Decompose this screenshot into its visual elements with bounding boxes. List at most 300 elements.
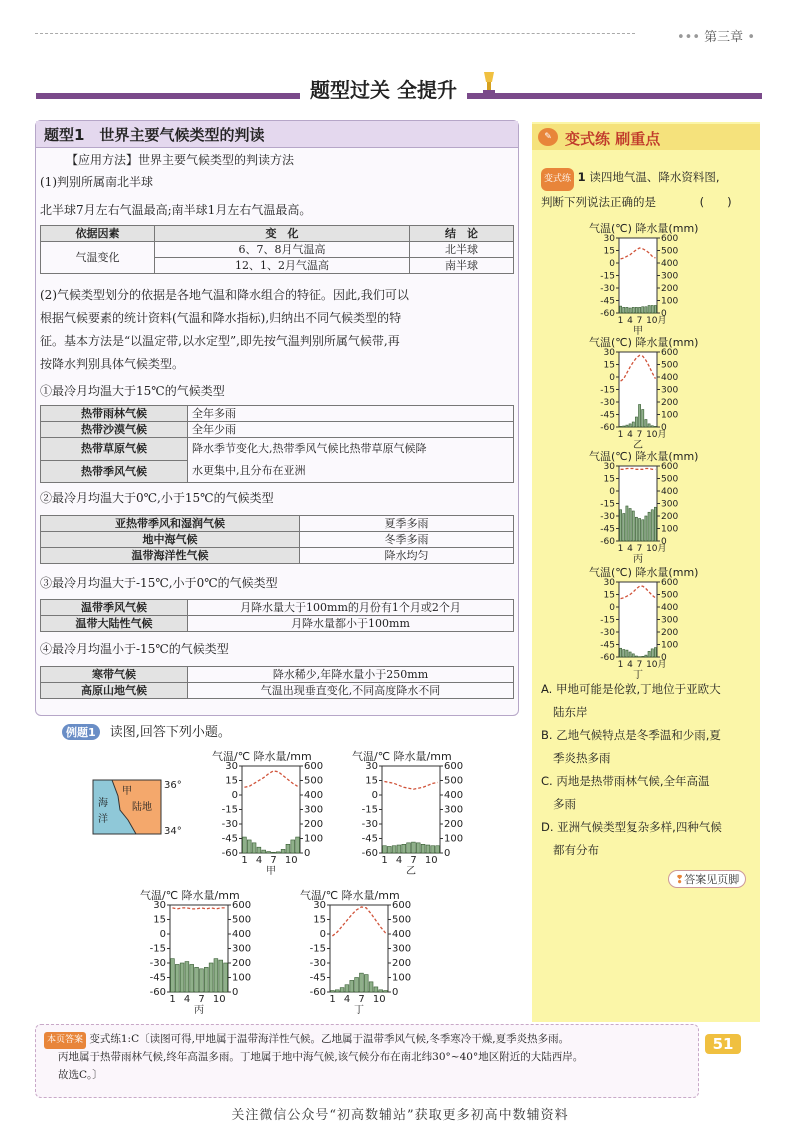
precip-tick-label: 100 bbox=[392, 972, 412, 984]
precip-tick-label: 200 bbox=[304, 819, 324, 830]
month-tick-label: 10月 bbox=[646, 544, 667, 554]
precip-bar bbox=[645, 655, 647, 657]
temp-tick-label: 0 bbox=[159, 929, 166, 940]
chart-frame bbox=[619, 352, 657, 427]
precip-bar bbox=[645, 420, 647, 428]
precip-tick-label: 300 bbox=[444, 804, 464, 816]
precip-tick-label: 500 bbox=[392, 914, 412, 926]
precip-bar bbox=[648, 512, 650, 541]
question-tag-text: 变式练 bbox=[544, 174, 572, 184]
location-jia-label: 甲 bbox=[122, 786, 132, 797]
chapter-label: ••• 第三章 • bbox=[677, 30, 755, 45]
precip-tick-label: 600 bbox=[661, 578, 679, 588]
precip-tick-label: 400 bbox=[232, 929, 252, 940]
precip-bar bbox=[632, 511, 634, 541]
month-tick-label: 4 bbox=[627, 316, 633, 326]
option-c-line-1: C. 丙地是热带雨林气候,全年高温 bbox=[541, 774, 710, 788]
temp-tick-label: -15 bbox=[361, 804, 378, 816]
temp-tick-label: -45 bbox=[600, 410, 615, 421]
precip-tick-label: 0 bbox=[661, 309, 667, 319]
precip-bar bbox=[262, 850, 266, 853]
month-tick-label: 7 bbox=[636, 430, 643, 440]
precip-bar bbox=[369, 982, 373, 992]
page-number: 51 bbox=[705, 1034, 741, 1054]
month-tick-label: 1 bbox=[241, 855, 248, 866]
temp-tick-label: 15 bbox=[603, 246, 615, 257]
answer-link-text: 答案见页脚 bbox=[684, 873, 740, 886]
month-tick-label: 10 bbox=[372, 994, 386, 1005]
chart-location-label: 丙 bbox=[633, 554, 643, 565]
chart-frame bbox=[330, 905, 388, 992]
precip-bar bbox=[629, 308, 631, 313]
precip-bar bbox=[416, 843, 420, 853]
month-tick-label: 1 bbox=[381, 855, 388, 866]
precip-bar bbox=[654, 507, 656, 541]
precip-tick-label: 100 bbox=[661, 296, 679, 307]
temp-tick-label: -45 bbox=[600, 640, 615, 651]
precip-bar bbox=[642, 307, 644, 313]
question-number: 1 bbox=[577, 170, 586, 184]
precip-bar bbox=[175, 964, 179, 992]
climate-name: 地中海气候 bbox=[41, 532, 300, 548]
p2-line-2: 根据气候要素的统计资料(气温和降水指标),归纳出不同气候类型的特 bbox=[40, 311, 402, 325]
precip-bar bbox=[331, 991, 335, 992]
temp-tick-label: -30 bbox=[221, 819, 238, 830]
question-line-2: 判断下列说法正确的是 bbox=[541, 195, 656, 209]
precip-bar bbox=[635, 307, 637, 313]
temp-tick-label: 30 bbox=[153, 900, 166, 911]
cell-r2-change: 12、1、2月气温高 bbox=[155, 258, 410, 274]
precip-tick-label: 500 bbox=[661, 246, 679, 257]
month-tick-label: 1 bbox=[617, 430, 624, 440]
temp-tick-label: 15 bbox=[603, 360, 615, 371]
cell-r1-result: 北半球 bbox=[410, 242, 514, 258]
precip-tick-label: 200 bbox=[661, 284, 679, 294]
month-tick-label: 7 bbox=[198, 994, 205, 1005]
precip-tick-label: 300 bbox=[392, 943, 412, 955]
precip-bar bbox=[247, 840, 251, 853]
sea-label-2: 洋 bbox=[98, 814, 108, 825]
month-tick-label: 4 bbox=[255, 855, 263, 866]
precip-bar bbox=[281, 849, 285, 853]
temp-tick-label: 15 bbox=[603, 474, 615, 485]
precip-tick-label: 500 bbox=[232, 914, 252, 926]
page-title: 题型过关 全提升 bbox=[300, 74, 467, 103]
month-tick-label: 10月 bbox=[646, 316, 667, 326]
climate-desc-line: 水更集中,且分布在亚洲 bbox=[192, 464, 306, 477]
month-tick-label: 10 bbox=[284, 855, 298, 866]
cell-r2-result: 南半球 bbox=[410, 258, 514, 274]
month-tick-label: 7 bbox=[410, 855, 417, 866]
question-stem bbox=[541, 166, 756, 214]
temp-tick-label: 30 bbox=[365, 761, 378, 772]
temp-tick-label: -30 bbox=[600, 512, 615, 522]
precip-bar bbox=[200, 969, 204, 992]
precip-bar bbox=[632, 307, 634, 313]
precip-bar bbox=[620, 306, 622, 313]
precip-tick-label: 600 bbox=[661, 462, 679, 472]
month-tick-label: 4 bbox=[395, 855, 403, 866]
method-text: 世界主要气候类型的判读方法 bbox=[138, 153, 295, 167]
temp-tick-label: 30 bbox=[603, 348, 615, 358]
chart-title: 气温/℃ 降水量/mm bbox=[140, 889, 240, 902]
category-3: ③最冷月均温大于-15℃,小于0℃的气候类型 bbox=[40, 576, 278, 590]
precip-bar bbox=[626, 650, 628, 657]
month-tick-label: 1 bbox=[617, 316, 624, 326]
temp-tick-label: -60 bbox=[600, 653, 615, 663]
month-tick-label: 7 bbox=[636, 660, 643, 670]
month-tick-label: 7 bbox=[636, 316, 643, 326]
temp-tick-label: 30 bbox=[603, 462, 615, 472]
month-tick-label: 4 bbox=[627, 660, 633, 670]
temp-tick-label: -15 bbox=[309, 943, 326, 955]
climate-desc: 月降水量大于100mm的月份有1个月或2个月 bbox=[188, 600, 514, 616]
temp-tick-label: 30 bbox=[225, 761, 238, 772]
precip-bar bbox=[392, 846, 396, 853]
option-d-line-2: 都有分布 bbox=[553, 843, 599, 857]
method-tag: 【应用方法】 bbox=[66, 153, 139, 167]
precip-bar bbox=[387, 846, 391, 853]
precip-bar bbox=[623, 650, 625, 658]
temp-tick-label: -15 bbox=[221, 804, 238, 816]
precip-tick-label: 300 bbox=[661, 615, 679, 626]
option-a-line-1: A. 甲地可能是伦敦,丁地位于亚欧大 bbox=[541, 682, 721, 696]
precip-bar bbox=[190, 964, 194, 992]
precip-bar bbox=[642, 520, 644, 541]
month-tick-label: 4 bbox=[343, 994, 351, 1005]
chart-frame bbox=[382, 766, 440, 853]
precip-tick-label: 0 bbox=[661, 537, 667, 547]
climate-desc: 冬季多雨 bbox=[300, 532, 514, 548]
temp-tick-label: -30 bbox=[600, 398, 615, 408]
practice-chart-jia bbox=[585, 218, 710, 337]
th-factor: 依据因素 bbox=[41, 226, 155, 242]
precip-tick-label: 100 bbox=[661, 410, 679, 421]
temp-tick-label: 0 bbox=[609, 373, 615, 383]
section-header bbox=[36, 121, 518, 148]
precip-tick-label: 400 bbox=[444, 790, 464, 801]
precip-bar bbox=[355, 978, 359, 993]
temp-tick-label: 0 bbox=[231, 790, 238, 801]
chart-title: 气温/℃ 降水量/mm bbox=[212, 750, 312, 763]
cell-factor: 气温变化 bbox=[41, 242, 155, 274]
precip-bar bbox=[626, 506, 628, 541]
precip-bar bbox=[185, 962, 189, 992]
precip-tick-label: 100 bbox=[661, 524, 679, 535]
example-text: 读图,回答下列小题。 bbox=[109, 725, 231, 740]
answer-link-button[interactable] bbox=[668, 870, 746, 888]
temp-tick-label: -15 bbox=[600, 615, 615, 626]
precip-bar bbox=[623, 426, 625, 427]
precip-tick-label: 600 bbox=[661, 348, 679, 358]
climate-desc: 降水均匀 bbox=[300, 548, 514, 564]
precip-bar bbox=[335, 990, 339, 992]
option-a[interactable] bbox=[541, 678, 756, 724]
option-d[interactable] bbox=[541, 816, 756, 862]
climate-name: 温带大陆性气候 bbox=[41, 616, 188, 632]
climate-name: 亚热带季风和湿润气候 bbox=[41, 516, 300, 532]
temp-tick-label: -60 bbox=[600, 537, 615, 547]
temp-tick-label: -45 bbox=[149, 972, 166, 984]
precip-bar bbox=[224, 963, 228, 992]
climate-desc: 全年多雨 bbox=[188, 406, 514, 422]
precip-tick-label: 400 bbox=[661, 487, 679, 497]
precip-bar bbox=[642, 410, 644, 428]
cell-r1-change: 6、7、8月气温高 bbox=[155, 242, 410, 258]
method-line bbox=[66, 149, 294, 171]
th-result: 结 论 bbox=[410, 226, 514, 242]
precip-bar bbox=[645, 516, 647, 541]
answer-line-1 bbox=[44, 1031, 569, 1049]
precip-bar bbox=[635, 656, 637, 657]
climate-desc bbox=[188, 438, 514, 483]
precip-bar bbox=[623, 307, 625, 313]
chart-location-label: 丁 bbox=[354, 1005, 364, 1016]
precip-bar bbox=[620, 648, 622, 657]
temp-tick-label: -45 bbox=[600, 296, 615, 307]
precip-tick-label: 500 bbox=[661, 360, 679, 371]
precip-tick-label: 100 bbox=[444, 833, 464, 845]
climate-desc: 降水稀少,年降水量小于250mm bbox=[188, 667, 514, 683]
temperate-table bbox=[40, 599, 514, 632]
precip-bar bbox=[639, 405, 641, 428]
answer-line-3: 故选C。〕 bbox=[58, 1069, 103, 1081]
example-chart-ding bbox=[288, 884, 423, 1014]
month-tick-label: 4 bbox=[183, 994, 191, 1005]
lat-34-label: 34° bbox=[164, 826, 182, 837]
trophy-icon bbox=[478, 70, 500, 98]
precip-bar bbox=[340, 988, 344, 992]
temp-tick-label: -60 bbox=[221, 848, 238, 859]
precip-bar bbox=[651, 649, 653, 657]
precip-bar bbox=[291, 840, 295, 853]
precip-bar bbox=[421, 844, 425, 853]
month-tick-label: 7 bbox=[358, 994, 365, 1005]
practice-chart-yi bbox=[585, 332, 710, 451]
temp-tick-label: 15 bbox=[225, 775, 238, 787]
chart-title: 气温(℃) 降水量(mm) bbox=[589, 222, 699, 235]
precip-tick-label: 300 bbox=[232, 943, 252, 955]
precip-bar bbox=[651, 426, 653, 427]
precip-bar bbox=[632, 422, 634, 427]
precip-tick-label: 0 bbox=[392, 987, 399, 998]
temp-tick-label: 15 bbox=[153, 914, 166, 926]
month-tick-label: 10月 bbox=[646, 430, 667, 440]
precip-bar bbox=[374, 987, 378, 992]
precip-bar bbox=[620, 510, 622, 541]
chart-location-label: 丙 bbox=[194, 1005, 204, 1016]
temp-tick-label: -30 bbox=[149, 958, 166, 969]
example-chart-yi bbox=[340, 745, 475, 875]
climate-name: 寒带气候 bbox=[41, 667, 188, 683]
p2-line-3: 征。基本方法是“以温定带,以水定型”,即先按气温判别所属气候带,再 bbox=[40, 334, 400, 348]
precip-tick-label: 300 bbox=[661, 499, 679, 510]
precip-tick-label: 0 bbox=[444, 848, 451, 859]
precip-bar bbox=[629, 509, 631, 542]
precip-tick-label: 200 bbox=[661, 512, 679, 522]
precip-bar bbox=[426, 845, 430, 853]
precip-bar bbox=[243, 837, 247, 853]
climate-name: 高原山地气候 bbox=[41, 683, 188, 699]
precip-bar bbox=[171, 959, 175, 992]
chart-title: 气温(℃) 降水量(mm) bbox=[589, 450, 699, 463]
precip-tick-label: 200 bbox=[232, 958, 252, 969]
precip-bar bbox=[180, 963, 184, 992]
option-c[interactable] bbox=[541, 770, 756, 816]
month-tick-label: 4 bbox=[627, 430, 633, 440]
temp-tick-label: -30 bbox=[361, 819, 378, 830]
option-b[interactable] bbox=[541, 724, 756, 770]
method-box bbox=[35, 120, 519, 716]
subtropical-table bbox=[40, 515, 514, 564]
practice-chart-bing bbox=[585, 446, 710, 565]
answer-line-2: 丙地属于热带雨林气候,终年高温多雨。丁地属于地中海气候,该气候分布在南北纬30°~40°地区附近的大陆西岸。 bbox=[58, 1051, 584, 1063]
pencil-icon: ✎ bbox=[538, 128, 558, 146]
p2-line-4: 按降水判别具体气候类型。 bbox=[40, 357, 185, 371]
month-tick-label: 1 bbox=[617, 660, 624, 670]
example-chart-jia bbox=[200, 745, 335, 875]
precip-tick-label: 400 bbox=[661, 373, 679, 383]
temp-tick-label: -15 bbox=[600, 271, 615, 282]
chart-title: 气温/℃ 降水量/mm bbox=[352, 750, 452, 763]
precip-tick-label: 0 bbox=[661, 423, 667, 433]
temp-tick-label: -60 bbox=[600, 309, 615, 319]
bulb-icon: ❢ bbox=[675, 873, 685, 886]
precip-bar bbox=[276, 852, 280, 853]
chart-location-label: 丁 bbox=[633, 670, 643, 681]
header-divider bbox=[35, 33, 635, 34]
precip-bar bbox=[397, 845, 401, 853]
options-list bbox=[541, 678, 756, 862]
option-b-line-2: 季炎热多雨 bbox=[553, 751, 611, 765]
precip-bar bbox=[639, 307, 641, 313]
chart-location-label: 乙 bbox=[406, 866, 416, 877]
precip-tick-label: 100 bbox=[661, 640, 679, 651]
precip-bar bbox=[651, 510, 653, 541]
answer-blank[interactable]: ( ) bbox=[699, 195, 732, 209]
chart-title: 气温/℃ 降水量/mm bbox=[300, 889, 400, 902]
climate-desc: 全年少雨 bbox=[188, 422, 514, 438]
precip-bar bbox=[635, 517, 637, 541]
month-tick-label: 7 bbox=[636, 544, 643, 554]
climate-name: 热带雨林气候 bbox=[41, 406, 188, 422]
precip-bar bbox=[632, 654, 634, 657]
hemisphere-table bbox=[40, 225, 514, 274]
p2-line-1: (2)气候类型划分的依据是各地气温和降水组合的特征。因此,我们可以 bbox=[40, 288, 409, 302]
sea-label-1: 海 bbox=[98, 798, 108, 809]
example-chart-bing bbox=[128, 884, 263, 1014]
temp-tick-label: -45 bbox=[221, 833, 238, 845]
precip-bar bbox=[257, 847, 261, 853]
precip-bar bbox=[620, 426, 622, 427]
climate-desc: 夏季多雨 bbox=[300, 516, 514, 532]
temp-tick-label: -60 bbox=[600, 423, 615, 433]
precip-tick-label: 300 bbox=[304, 804, 324, 816]
precip-bar bbox=[629, 424, 631, 427]
precip-bar bbox=[654, 426, 656, 427]
precip-bar bbox=[402, 844, 406, 853]
precip-bar bbox=[345, 985, 349, 992]
temp-tick-label: 15 bbox=[313, 914, 326, 926]
land-label: 陆地 bbox=[132, 802, 152, 813]
temp-tick-label: -15 bbox=[600, 499, 615, 510]
th-change: 变 化 bbox=[155, 226, 410, 242]
temp-tick-label: -60 bbox=[361, 848, 378, 859]
precip-tick-label: 100 bbox=[304, 833, 324, 845]
month-tick-label: 1 bbox=[169, 994, 176, 1005]
precip-bar bbox=[360, 973, 364, 992]
precip-tick-label: 600 bbox=[444, 761, 464, 772]
precip-bar bbox=[364, 975, 368, 992]
month-tick-label: 1 bbox=[617, 544, 624, 554]
option-a-line-2: 陆东岸 bbox=[553, 705, 588, 719]
precip-bar bbox=[383, 846, 387, 853]
temp-tick-label: 30 bbox=[603, 578, 615, 588]
p1-text: 北半球7月左右气温最高;南半球1月左右气温最高。 bbox=[40, 203, 312, 217]
precip-bar bbox=[204, 967, 208, 992]
answer-box bbox=[35, 1024, 699, 1098]
precip-bar bbox=[195, 967, 199, 992]
temp-tick-label: 30 bbox=[313, 900, 326, 911]
temp-tick-label: -15 bbox=[149, 943, 166, 955]
precip-bar bbox=[626, 425, 628, 427]
precip-bar bbox=[431, 846, 435, 853]
temp-tick-label: 15 bbox=[365, 775, 378, 787]
precip-bar bbox=[654, 648, 656, 657]
precip-bar bbox=[214, 959, 218, 992]
temp-tick-label: -45 bbox=[600, 524, 615, 535]
precip-bar bbox=[350, 980, 354, 992]
precip-bar bbox=[654, 306, 656, 314]
precip-tick-label: 600 bbox=[304, 761, 324, 772]
temp-tick-label: 0 bbox=[609, 259, 615, 269]
climate-name: 热带沙漠气候 bbox=[41, 422, 188, 438]
chart-location-label: 甲 bbox=[633, 326, 643, 337]
precip-bar bbox=[651, 306, 653, 314]
temp-tick-label: 30 bbox=[603, 234, 615, 244]
month-tick-label: 4 bbox=[627, 544, 633, 554]
month-tick-label: 10月 bbox=[646, 660, 667, 670]
precip-tick-label: 600 bbox=[232, 900, 252, 911]
precip-tick-label: 500 bbox=[661, 474, 679, 485]
precip-bar bbox=[272, 852, 276, 853]
temp-tick-label: -30 bbox=[600, 284, 615, 294]
location-map bbox=[92, 772, 202, 844]
precip-bar bbox=[629, 652, 631, 657]
precip-tick-label: 500 bbox=[304, 775, 324, 787]
temp-tick-label: 15 bbox=[603, 590, 615, 601]
precip-tick-label: 0 bbox=[232, 987, 239, 998]
precip-bar bbox=[623, 514, 625, 542]
lat-36-label: 36° bbox=[164, 780, 182, 791]
precip-tick-label: 600 bbox=[392, 900, 412, 911]
temp-tick-label: 0 bbox=[319, 929, 326, 940]
month-tick-label: 10 bbox=[424, 855, 438, 866]
category-4: ④最冷月均温小于-15℃的气候类型 bbox=[40, 642, 229, 656]
precip-tick-label: 400 bbox=[661, 259, 679, 269]
temp-tick-label: -45 bbox=[309, 972, 326, 984]
climate-desc-line: 降水季节变化大,热带季风气候比热带草原气候降 bbox=[192, 442, 427, 455]
precip-tick-label: 300 bbox=[661, 271, 679, 282]
precip-bar bbox=[642, 656, 644, 657]
precip-tick-label: 400 bbox=[661, 603, 679, 613]
example-tag: 例题1 bbox=[62, 724, 100, 740]
precip-tick-label: 0 bbox=[304, 848, 311, 859]
month-tick-label: 7 bbox=[270, 855, 277, 866]
example-line bbox=[62, 721, 231, 740]
precip-bar bbox=[286, 844, 290, 853]
chart-title: 气温(℃) 降水量(mm) bbox=[589, 566, 699, 579]
